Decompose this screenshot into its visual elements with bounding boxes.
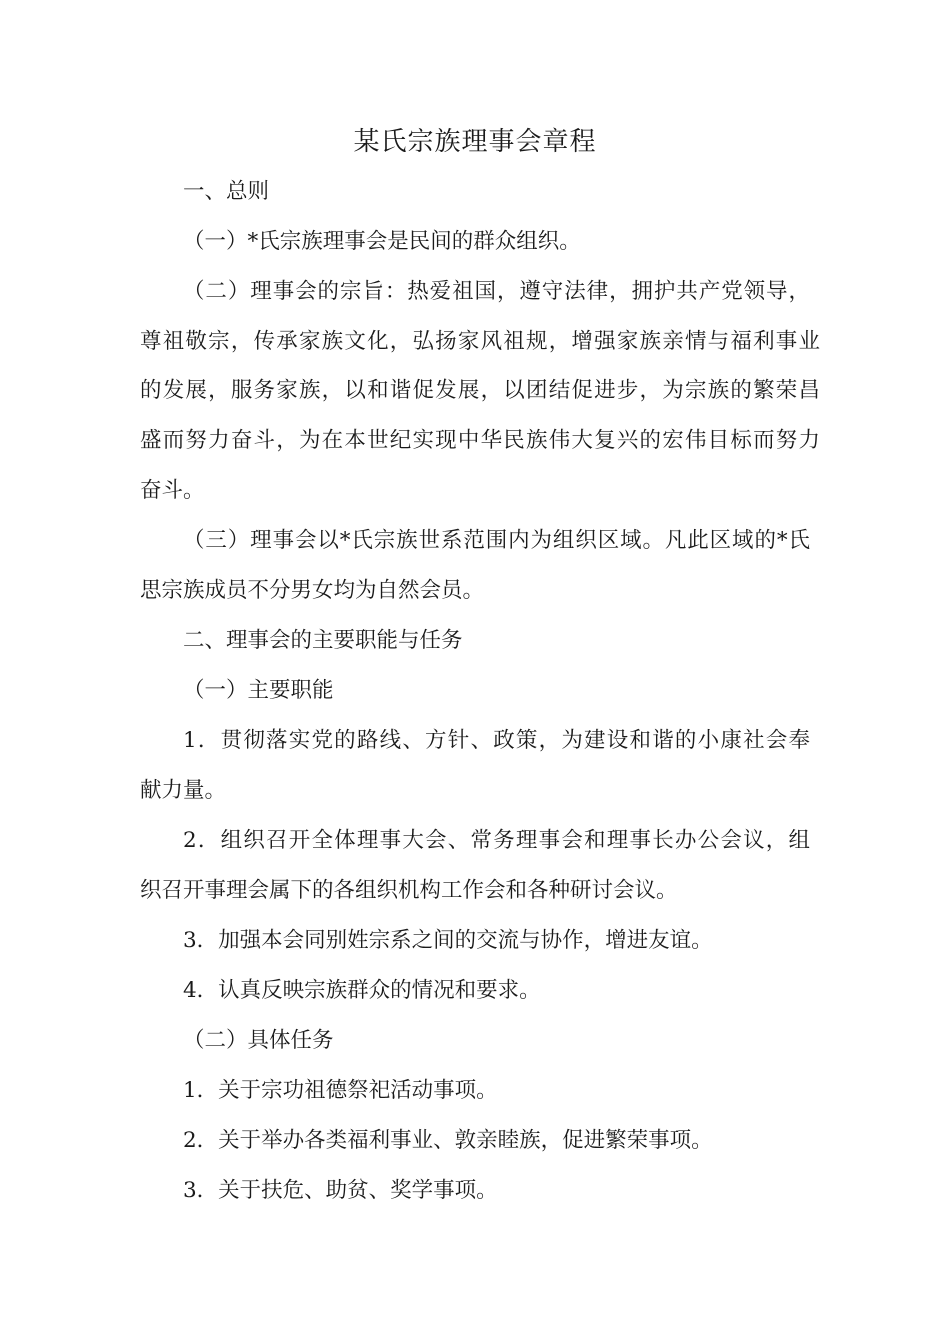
paragraph-line: （三）理事会以*氏宗族世系范围内为组织区域。凡此区域的*氏 bbox=[183, 528, 810, 553]
paragraph-line: 尊祖敬宗，传承家族文化，弘扬家风祖规，增强家族亲情与福利事业 bbox=[140, 329, 820, 354]
list-item-line: 1．贯彻落实党的路线、方针、政策，为建设和谐的小康社会奉 bbox=[183, 728, 810, 753]
subsection-heading: （一）主要职能 bbox=[183, 678, 334, 703]
list-item-line: 1．关于宗功祖德祭祀活动事项。 bbox=[183, 1078, 498, 1103]
paragraph-line: 思宗族成员不分男女均为自然会员。 bbox=[140, 578, 485, 603]
list-item-line: 2．组织召开全体理事大会、常务理事会和理事长办公会议，组 bbox=[183, 828, 810, 853]
paragraph-line: （二）理事会的宗旨：热爱祖国，遵守法律，拥护共产党领导， bbox=[183, 279, 810, 304]
list-item-line: 3．加强本会同别姓宗系之间的交流与协作，增进友谊。 bbox=[183, 928, 713, 953]
paragraph-line: 盛而努力奋斗，为在本世纪实现中华民族伟大复兴的宏伟目标而努力 bbox=[140, 428, 820, 453]
list-item-line: 献力量。 bbox=[140, 778, 227, 803]
list-item-line: 2．关于举办各类福利事业、敦亲睦族，促进繁荣事项。 bbox=[183, 1128, 713, 1153]
paragraph-line: （一）*氏宗族理事会是民间的群众组织。 bbox=[183, 229, 581, 254]
section-heading-general: 一、总则 bbox=[183, 179, 270, 204]
paragraph-line: 的发展，服务家族，以和谐促发展，以团结促进步，为宗族的繁荣昌 bbox=[140, 378, 820, 403]
document-title: 某氏宗族理事会章程 bbox=[353, 127, 597, 157]
section-heading-functions: 二、理事会的主要职能与任务 bbox=[183, 628, 463, 653]
list-item-line: 3．关于扶危、助贫、奖学事项。 bbox=[183, 1178, 498, 1203]
paragraph-line: 奋斗。 bbox=[140, 478, 205, 503]
subsection-heading: （二）具体任务 bbox=[183, 1028, 334, 1053]
list-item-line: 4．认真反映宗族群众的情况和要求。 bbox=[183, 978, 541, 1003]
list-item-line: 织召开事理会属下的各组织机构工作会和各种研讨会议。 bbox=[140, 878, 678, 903]
